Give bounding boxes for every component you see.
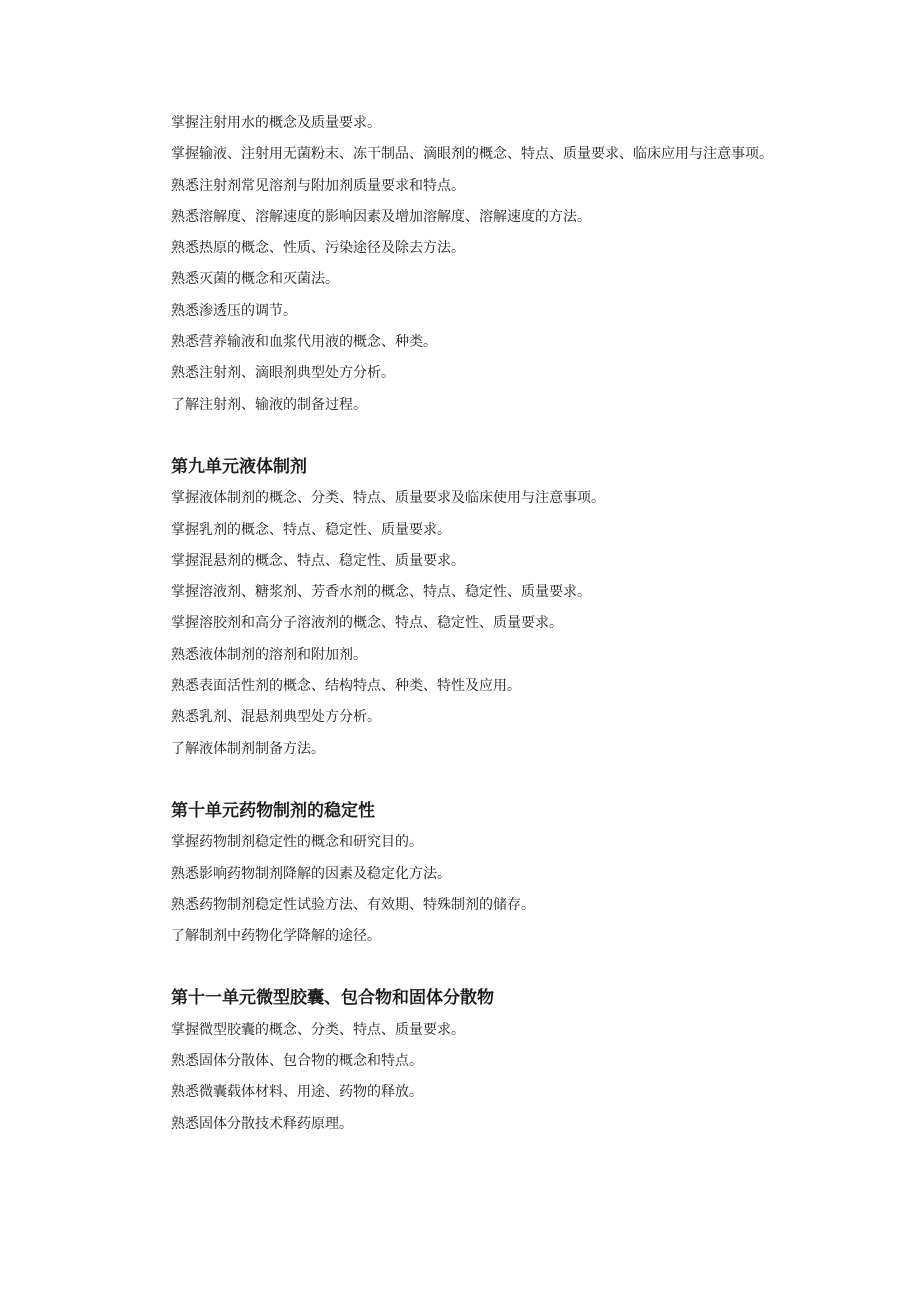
text-line: 掌握液体制剂的概念、分类、特点、质量要求及临床使用与注意事项。: [171, 490, 605, 507]
text-line: 掌握微型胶囊的概念、分类、特点、质量要求。: [171, 1021, 465, 1038]
text-line: 掌握输液、注射用无菌粉末、冻干制品、滴眼剂的概念、特点、质量要求、临床应用与注意事项。: [171, 146, 773, 163]
text-line: 熟悉表面活性剂的概念、结构特点、种类、特性及应用。: [171, 678, 521, 695]
text-line: 了解注射剂、输液的制备过程。: [171, 396, 367, 413]
section-unit-10: [138, 796, 788, 952]
document-body: [138, 108, 788, 1140]
text-line: 了解液体制剂制备方法。: [171, 740, 325, 757]
text-line: 熟悉影响药物制剂降解的因素及稳定化方法。: [171, 865, 451, 882]
text-line: 熟悉固体分散体、包合物的概念和特点。: [171, 1053, 423, 1070]
text-line: 熟悉溶解度、溶解速度的影响因素及增加溶解度、溶解速度的方法。: [171, 208, 591, 225]
text-line: 熟悉灭菌的概念和灭菌法。: [171, 271, 339, 288]
section-unit-9: [138, 452, 788, 765]
section-heading: 第十一单元微型胶囊、包合物和固体分散物: [171, 988, 494, 1009]
text-line: 熟悉渗透压的调节。: [171, 302, 297, 319]
text-line: 熟悉乳剂、混悬剂典型处方分析。: [171, 709, 381, 726]
section-unit-11: [138, 983, 788, 1139]
text-line: 了解制剂中药物化学降解的途径。: [171, 928, 381, 945]
text-line: 熟悉液体制剂的溶剂和附加剂。: [171, 646, 367, 663]
text-line: 熟悉热原的概念、性质、污染途径及除去方法。: [171, 240, 465, 257]
section-heading: 第九单元液体制剂: [171, 456, 307, 477]
text-line: 掌握混悬剂的概念、特点、稳定性、质量要求。: [171, 552, 465, 569]
text-line: 掌握药物制剂稳定性的概念和研究目的。: [171, 834, 423, 851]
text-line: 熟悉营养输液和血浆代用液的概念、种类。: [171, 334, 437, 351]
text-line: 熟悉药物制剂稳定性试验方法、有效期、特殊制剂的储存。: [171, 896, 535, 913]
text-line: 熟悉注射剂、滴眼剂典型处方分析。: [171, 365, 395, 382]
text-line: 熟悉固体分散技术释药原理。: [171, 1115, 353, 1132]
text-line: 掌握注射用水的概念及质量要求。: [171, 115, 381, 131]
text-line: 掌握溶液剂、糖浆剂、芳香水剂的概念、特点、稳定性、质量要求。: [171, 584, 591, 601]
text-line: 掌握溶胶剂和高分子溶液剂的概念、特点、稳定性、质量要求。: [171, 615, 563, 632]
text-line: 熟悉注射剂常见溶剂与附加剂质量要求和特点。: [171, 177, 465, 194]
intro-block: [138, 108, 788, 421]
text-line: 熟悉微囊载体材料、用途、药物的释放。: [171, 1084, 423, 1101]
text-line: 掌握乳剂的概念、特点、稳定性、质量要求。: [171, 521, 451, 538]
section-heading: 第十单元药物制剂的稳定性: [171, 800, 375, 821]
